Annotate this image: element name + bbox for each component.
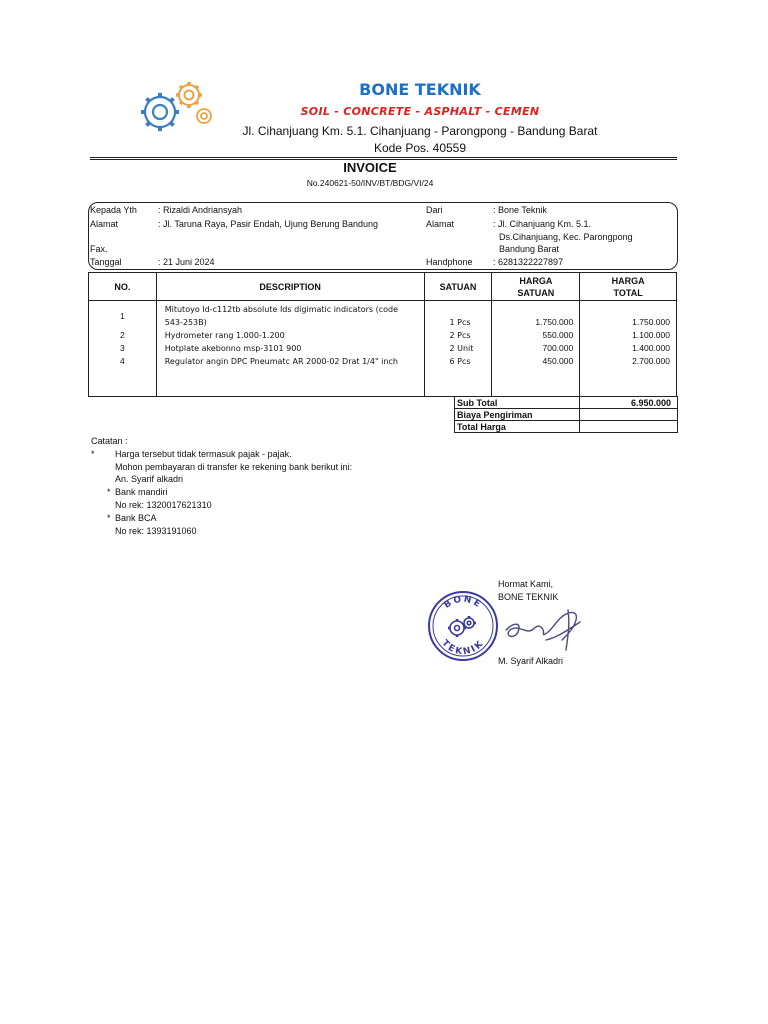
customer-address-label: Alamat (90, 219, 119, 229)
bank-item (91, 525, 491, 538)
note-bullet: * (91, 448, 95, 459)
column-header-description: DESCRIPTION (156, 273, 424, 301)
row-no: 2 (119, 330, 125, 340)
row-total-price: 1.750.000 (632, 317, 670, 327)
row-unit: 2 Unit (449, 344, 474, 353)
subtotal-label: Sub Total (455, 397, 580, 409)
from-label: Dari (426, 205, 443, 215)
grand-total-label: Total Harga (455, 421, 580, 433)
row-unit-price: 1.750.000 (535, 317, 574, 327)
note-text: An. Syarif alkadri (115, 474, 184, 485)
totals-table (454, 396, 678, 433)
note-item (91, 461, 491, 474)
company-tagline: SOIL - CONCRETE - ASPHALT - CEMEN (300, 105, 540, 118)
row-no: 4 (119, 356, 125, 366)
invoice-title: INVOICE (343, 160, 397, 175)
row-unit: 1 Pcs (449, 318, 471, 327)
bank-bullet: * (107, 512, 111, 523)
fax-label: Fax. (90, 244, 108, 254)
sender-address-value: : Jl. Cihanjuang Km. 5.1. (493, 219, 592, 229)
bank-account: No rek: 1393191060 (115, 525, 197, 536)
row-total-price: 1.100.000 (632, 330, 670, 340)
shipping-label: Biaya Pengiriman (455, 409, 580, 421)
company-postal-code: Kode Pos. 40559 (373, 141, 467, 155)
row-unit: 6 Pcs (449, 357, 471, 366)
total-price-column (580, 301, 677, 397)
bank-item (91, 499, 491, 512)
header-divider (90, 157, 677, 158)
row-total-price: 1.400.000 (632, 343, 670, 353)
notes-section (91, 435, 491, 537)
grand-total-value (580, 421, 678, 433)
note-item (91, 473, 491, 486)
bank-name: Bank mandiri (115, 487, 168, 498)
column-header-unit-price: HARGA SATUAN (492, 273, 580, 301)
column-header-total-price: HARGA TOTAL (580, 273, 677, 301)
shipping-value (580, 409, 678, 421)
invoice-number: No.240621-50/INV/BT/BDG/VI/24 (306, 178, 434, 188)
sender-address-value: Ds.Cihanjuang, Kec. Parongpong (499, 232, 633, 242)
column-header-unit: SATUAN (424, 273, 492, 301)
sender-address-label: Alamat (426, 219, 455, 229)
row-total-price: 2.700.000 (632, 356, 670, 366)
row-unit: 2 Pcs (449, 331, 471, 340)
closing-greeting: Hormat Kami, (498, 579, 554, 589)
row-unit-price: 450.000 (542, 356, 574, 366)
sender-address-value: Bandung Barat (499, 244, 560, 254)
row-description: Hotplate akebonno msp-3101 900 (164, 344, 302, 353)
bank-item (91, 486, 491, 499)
date-label: Tanggal (90, 257, 122, 267)
row-no: 3 (119, 343, 125, 353)
customer-address-value: : Jl. Taruna Raya, Pasir Endah, Ujung Berung Bandung (158, 219, 378, 229)
subtotal-value: 6.950.000 (580, 397, 678, 409)
column-header-no: NO. (89, 273, 157, 301)
company-stamp (427, 590, 499, 662)
row-description: 543-253B) (164, 318, 207, 327)
bank-bullet: * (107, 487, 111, 498)
bank-account: No rek: 1320017621310 (115, 499, 212, 510)
to-value: : Rizaldi Andriansyah (158, 205, 243, 215)
row-description: Regulator angin DPC Pneumatc AR 2000-02 Drat 1/4" inch (164, 357, 398, 366)
phone-value: : 6281322227897 (493, 257, 564, 267)
from-value: : Bone Teknik (493, 205, 547, 215)
closing-company: BONE TEKNIK (498, 591, 559, 602)
company-address: Jl. Cihanjuang Km. 5.1. Cihanjuang - Parongpong - Bandung Barat (242, 124, 598, 138)
row-no: 1 (119, 311, 125, 321)
stamp-text-top: BONE (442, 594, 484, 611)
description-column (156, 301, 424, 397)
no-column (89, 301, 157, 397)
note-text: Harga tersebut tidak termasuk pajak - pajak. (115, 448, 292, 459)
to-label: Kepada Yth (90, 205, 137, 215)
bank-name: Bank BCA (115, 512, 157, 523)
stamp-gears-icon (448, 616, 476, 637)
row-unit-price: 550.000 (542, 330, 574, 340)
row-description: Mitutoyo Id-c112tb absolute Ids digimatic indicators (code (164, 305, 399, 314)
unit-price-column (492, 301, 580, 397)
row-description: Hydrometer rang 1.000-1.200 (164, 331, 285, 340)
signer-name: M. Syarif Alkadri (498, 656, 564, 666)
phone-label: Handphone (426, 257, 473, 267)
items-table (88, 272, 677, 397)
unit-column (424, 301, 492, 397)
notes-title: Catatan : (91, 436, 128, 446)
bank-item (91, 512, 491, 525)
stamp-text-bottom: TEKNIK (439, 638, 487, 658)
note-text: Mohon pembayaran di transfer ke rekening bank berikut ini: (115, 461, 353, 472)
row-unit-price: 700.000 (542, 343, 574, 353)
company-name: BONE TEKNIK (359, 80, 481, 99)
note-item (91, 448, 491, 461)
handwritten-signature (496, 600, 591, 660)
date-value: : 21 Juni 2024 (158, 257, 215, 267)
